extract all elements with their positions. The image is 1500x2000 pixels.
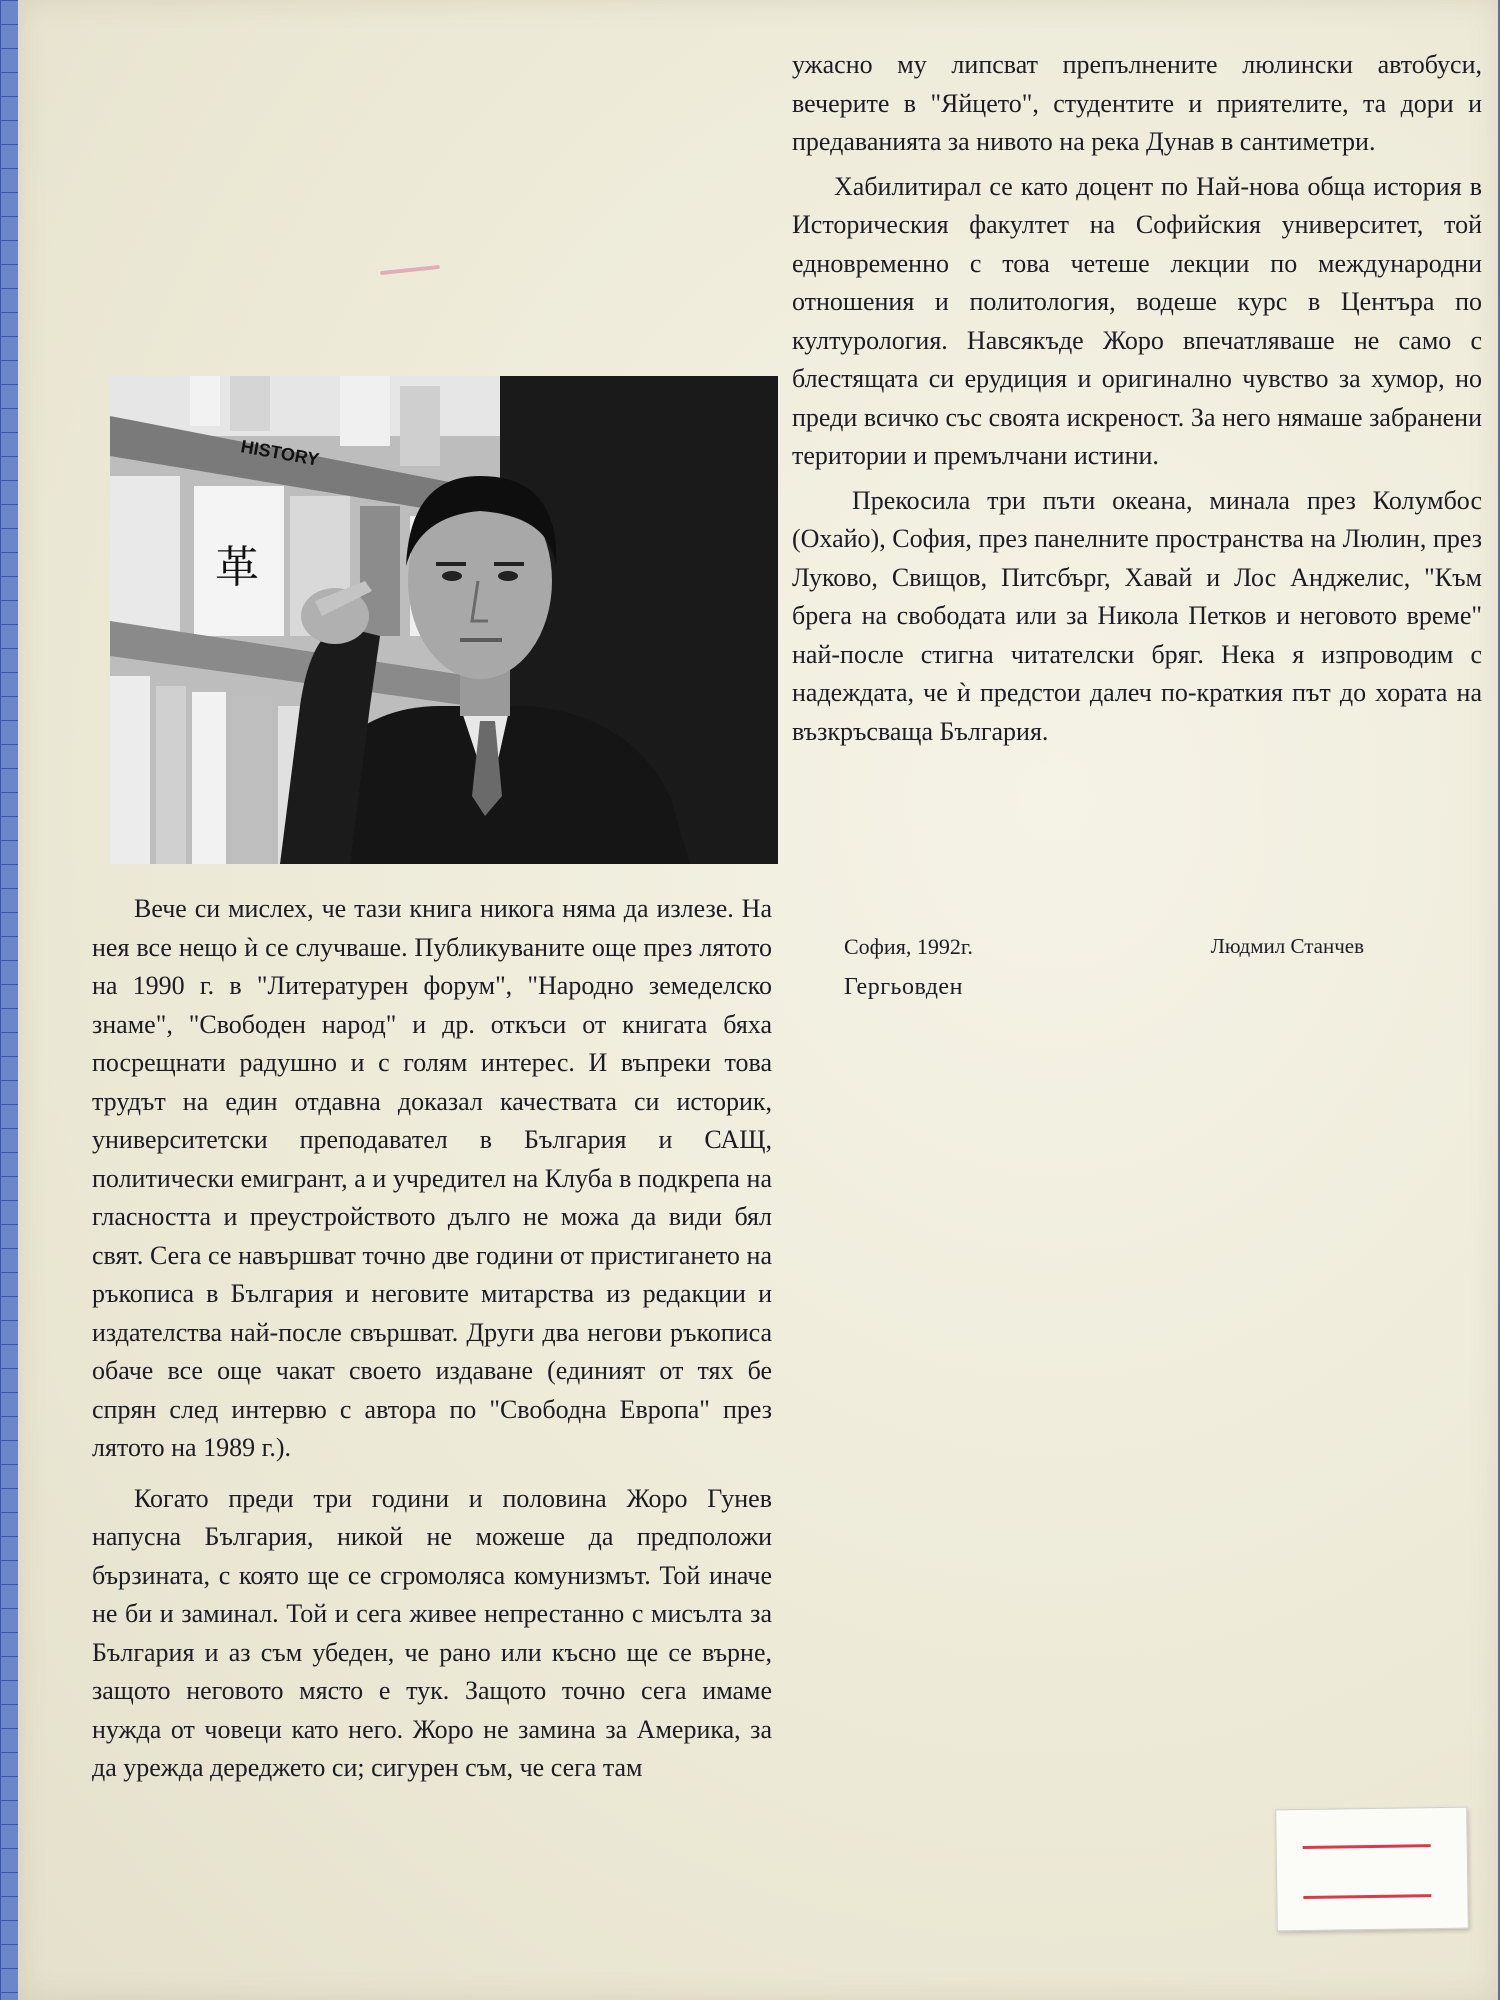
right-paragraph-3: Прекосила три пъти океана, минала през Колумбос (Охайо), София, през панелните пространства на Люлин, през Луково, Свищов, Питсбърг, Хавай и Лос Анджелис, "Към брега на свободата или за Никола Петков и неговото време" най-после стигна читателски бряг. Нека я изпроводим с надеждата, че ѝ предстои далеч по-краткия път до хората на възкръсваща България.	[792, 485, 1482, 746]
pen-mark	[380, 265, 440, 275]
sticker-line-top	[1303, 1844, 1431, 1849]
author-photo	[110, 376, 778, 864]
sticker-line-bottom	[1303, 1894, 1431, 1899]
left-paragraph-2: Когато преди три години и половина Жоро Гунев напусна България, никой не можеше да предположи бързината, с която ще се сгромоляса комунизмът. Той иначе не би и заминал. Той и сега живее непрестанно с мисълта за България и аз съм убеден, че рано или късно ще се върне, защото неговото място е тук. Защото точно сега имаме нужда от човеци като него. Жоро не замина за Америка, за да урежда дереджето си; сигурен съм, че сега там	[92, 1483, 772, 1782]
shelf-label: HISTORY	[239, 436, 321, 470]
signature-block	[844, 934, 1404, 1001]
left-text-column	[92, 890, 772, 1788]
price-sticker	[1275, 1807, 1469, 1932]
right-paragraph-1: ужасно му липсват препълнените люлински автобуси, вечерите в "Яйцето", студентите и приятелите, та дори и предаванията за нивото на река Дунав в сантиметри.	[792, 50, 1482, 156]
signature-day: Гергьовден	[844, 974, 963, 1000]
left-paragraph-1: Вече си мислех, че тази книга никога няма да излезе. На нея все нещо ѝ се случваше. Публикуваните още през лятото на 1990 г. в "Литературен форум", "Народно земеделско знаме", "Свободен народ" и др. откъси от книгата бяха посрещнати радушно и с голям интерес. И въпреки това трудът на един отдавна доказал качествата си историк, университетски преподавател в България и САЩ, политически емигрант, а и учредител на Клуба в подкрепа на гласността и преустройството дълго не можа да види бял свят. Сега се навършват точно две години от пристигането на ръкописа в България и неговите митарства из редакции и издателства най-после свършват. Други два негови ръкописа обаче все още чакат своето издаване (единият от тях бе спрян след интервю с автора по "Свободна Европа" през лятото на 1989 г.).	[92, 894, 772, 1462]
author-photo-illustration	[110, 376, 778, 864]
book-cover-character: 革	[215, 542, 259, 593]
right-paragraph-2: Хабилитирал се като доцент по Най-нова обща история в Историческия факултет на Софийския университет, той едновременно с това четеше лекции по международни отношения и политология, водеше курс в Центъра по културология. Навсякъде Жоро впечатляваше не само с блестящата си ерудиция и оригинално чувство за хумор, но преди всичко със своята искреност. За него нямаше забранени територии и премълчани истини.	[792, 171, 1482, 470]
signature-author: Людмил Станчев	[1210, 934, 1364, 958]
signature-place-date: София, 1992г.	[844, 934, 973, 959]
right-text-column	[792, 46, 1482, 751]
book-back-cover	[18, 0, 1498, 2000]
